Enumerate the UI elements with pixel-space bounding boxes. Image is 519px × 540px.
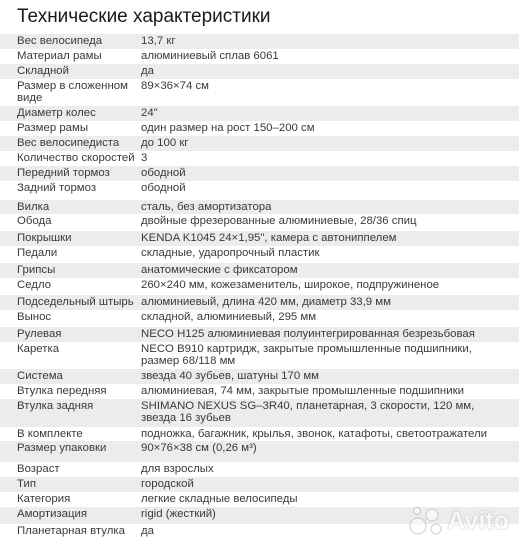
spec-label: Втулка передняя <box>17 385 107 398</box>
spec-label: Количество скоростей <box>17 151 135 164</box>
spec-value: ободной <box>141 166 186 179</box>
spec-row <box>0 492 519 507</box>
spec-label: Каретка <box>17 342 60 355</box>
spec-value: один размер на рост 150–200 см <box>141 121 315 134</box>
spec-value: да <box>141 525 154 538</box>
spec-label: Вес велосипедиста <box>17 136 120 149</box>
spec-label: Система <box>17 370 63 383</box>
spec-value: NECO B910 картридж, закрытые промышленные подшипники, размер 68/118 мм <box>141 342 472 367</box>
spec-value: складной, алюминиевый, 295 мм <box>141 311 317 324</box>
spec-row <box>0 399 519 426</box>
spec-label: Седло <box>17 279 52 292</box>
spec-value: складные, ударопрочный пластик <box>141 247 320 260</box>
spec-label: Педали <box>17 247 58 260</box>
spec-label: Размер в сложенном виде <box>17 79 128 104</box>
spec-label: Рулевая <box>17 328 62 341</box>
spec-row <box>0 342 519 369</box>
spec-value: для взрослых <box>141 463 214 476</box>
spec-value: 13,7 кг <box>141 35 176 47</box>
spec-value: алюминиевый, длина 420 мм, диаметр 33,9 мм <box>141 296 391 309</box>
spec-value: SHIMANO NEXUS SG–3R40, планетарная, 3 скорости, 120 мм, звезда 16 зубьев <box>141 400 475 425</box>
spec-row <box>0 49 519 64</box>
spec-value: анатомические с фиксатором <box>141 264 298 277</box>
spec-value: NECO H125 алюминиевая полуинтегрированная безрезьбовая <box>141 328 475 341</box>
spec-label: Складной <box>17 64 69 77</box>
spec-label: Подседельный штырь <box>17 296 134 309</box>
spec-label: Передний тормоз <box>17 166 110 179</box>
spec-label: Втулка задняя <box>17 400 94 413</box>
spec-row <box>0 477 519 492</box>
spec-value: 3 <box>141 151 148 164</box>
spec-label: В комплекте <box>17 427 83 440</box>
spec-value: 24" <box>141 107 158 120</box>
spec-value: сталь, без амортизатора <box>141 200 272 213</box>
spec-row <box>0 34 519 49</box>
spec-row <box>0 369 519 384</box>
spec-value: двойные фрезерованные алюминиевые, 28/36 спиц <box>141 215 417 228</box>
spec-label: Материал рамы <box>17 49 102 62</box>
spec-row <box>0 166 519 181</box>
spec-label: Вилка <box>17 200 50 213</box>
spec-row <box>0 231 519 246</box>
spec-label: Грипсы <box>17 264 56 277</box>
spec-row <box>0 200 519 215</box>
spec-value: до 100 кг <box>141 136 189 149</box>
spec-label: Обода <box>17 215 52 228</box>
spec-row <box>0 278 519 295</box>
spec-label: Возраст <box>17 463 60 476</box>
spec-label: Вес велосипеда <box>17 35 103 47</box>
spec-value: алюминиевый сплав 6061 <box>141 49 279 62</box>
spec-value: да <box>141 64 154 77</box>
spec-row <box>0 246 519 263</box>
avito-watermark <box>409 506 509 536</box>
spec-row <box>0 106 519 121</box>
spec-label: Вынос <box>17 311 52 324</box>
spec-row <box>0 121 519 136</box>
watermark-text: Avito <box>447 506 509 535</box>
spec-label: Диаметр колес <box>17 107 96 120</box>
spec-label: Категория <box>17 493 71 506</box>
spec-value: звезда 40 зубьев, шатуны 170 мм <box>141 370 320 383</box>
spec-row <box>0 384 519 399</box>
spec-label: Размер рамы <box>17 121 89 134</box>
spec-row <box>0 136 519 151</box>
spec-row <box>0 79 519 106</box>
avito-logo-icon <box>409 506 443 536</box>
spec-label: Покрышки <box>17 232 72 245</box>
spec-row <box>0 327 519 342</box>
spec-row <box>0 462 519 477</box>
spec-row <box>0 181 519 200</box>
spec-row <box>0 214 519 231</box>
spec-label: Амортизация <box>17 508 88 521</box>
spec-row <box>0 263 519 278</box>
spec-value: городской <box>141 478 194 491</box>
spec-row <box>0 310 519 327</box>
spec-row <box>0 295 519 310</box>
spec-table <box>0 34 519 539</box>
spec-value: подножка, багажник, крылья, звонок, катафоты, светоотражатели <box>141 427 487 440</box>
page-title: Технические характеристики <box>17 6 271 27</box>
spec-value: алюминиевая, 74 мм, закрытые промышленные подшипники <box>141 385 464 398</box>
spec-label: Размер упаковки <box>17 442 107 455</box>
spec-label: Задний тормоз <box>17 181 97 194</box>
spec-value: KENDA K1045 24×1,95", камера с автониппелем <box>141 232 397 245</box>
spec-value: ободной <box>141 181 186 194</box>
spec-label: Тип <box>17 478 36 491</box>
spec-row <box>0 427 519 442</box>
spec-value: rigid (жесткий) <box>141 508 216 521</box>
spec-value: 89×36×74 см <box>141 79 210 92</box>
spec-row <box>0 64 519 79</box>
spec-label: Планетарная втулка <box>17 525 125 538</box>
spec-value: легкие складные велосипеды <box>141 493 298 506</box>
spec-value: 260×240 мм, кожезаменитель, широкое, подпружиненое <box>141 279 440 292</box>
spec-value: 90×76×38 см (0,26 м³) <box>141 442 257 455</box>
spec-row <box>0 441 519 462</box>
spec-row <box>0 151 519 166</box>
